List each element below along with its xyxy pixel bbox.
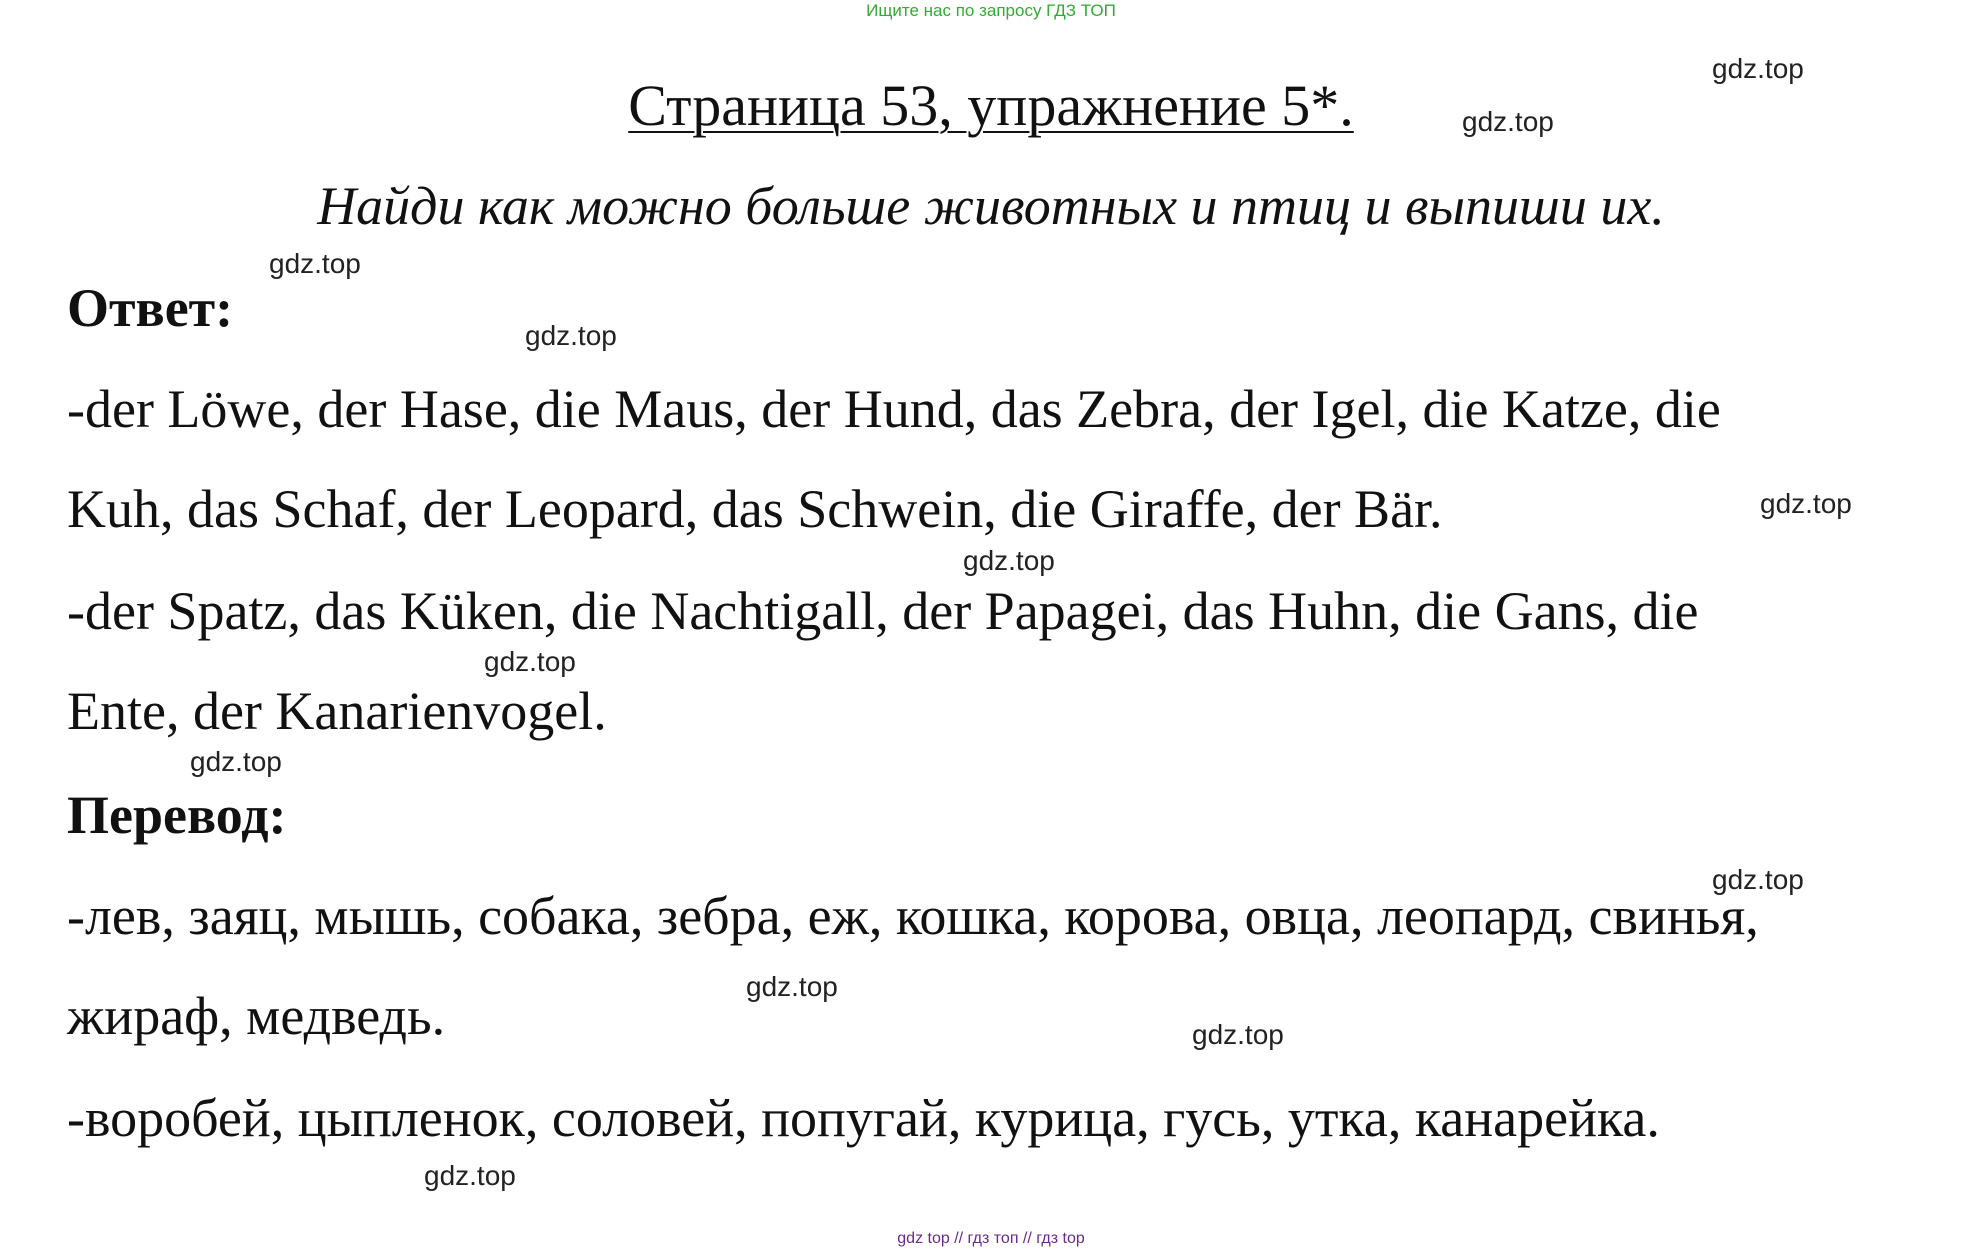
watermark: gdz.top: [1760, 488, 1852, 519]
watermark: gdz.top: [1712, 53, 1804, 84]
watermark: gdz.top: [190, 746, 282, 777]
watermark: gdz.top: [525, 320, 617, 351]
footer-watermark: gdz top // гдз топ // гдз top: [897, 1230, 1085, 1247]
watermark: gdz.top: [484, 646, 576, 677]
watermark: gdz.top: [424, 1160, 516, 1191]
watermark: gdz.top: [1192, 1019, 1284, 1050]
translation-heading: Перевод:: [67, 785, 287, 845]
answer-line: -der Löwe, der Hase, die Maus, der Hund, das Zebra, der Igel, die Katze, die: [67, 379, 1721, 439]
watermark: gdz.top: [1462, 106, 1554, 137]
answer-line: Ente, der Kanarienvogel.: [67, 681, 607, 741]
translation-line: -лев, заяц, мышь, собака, зебра, еж, кошка, корова, овца, леопард, свинья,: [67, 886, 1759, 946]
translation-line: -воробей, цыпленок, соловей, попугай, курица, гусь, утка, канарейка.: [67, 1088, 1660, 1148]
watermark: gdz.top: [746, 971, 838, 1002]
task-instruction: Найди как можно больше животных и птиц и выпиши их.: [317, 176, 1665, 236]
top-banner: Ищите нас по запросу ГДЗ ТОП: [866, 1, 1116, 20]
watermark: gdz.top: [269, 248, 361, 279]
answer-line: -der Spatz, das Küken, die Nachtigall, der Papagei, das Huhn, die Gans, die: [67, 581, 1699, 641]
page-title: Страница 53, упражнение 5*.: [628, 73, 1354, 138]
translation-line: жираф, медведь.: [67, 986, 446, 1046]
answer-heading: Ответ:: [67, 278, 234, 338]
answer-line: Kuh, das Schaf, der Leopard, das Schwein, die Giraffe, der Bär.: [67, 479, 1443, 539]
watermark: gdz.top: [963, 545, 1055, 576]
watermark: gdz.top: [1712, 864, 1804, 895]
